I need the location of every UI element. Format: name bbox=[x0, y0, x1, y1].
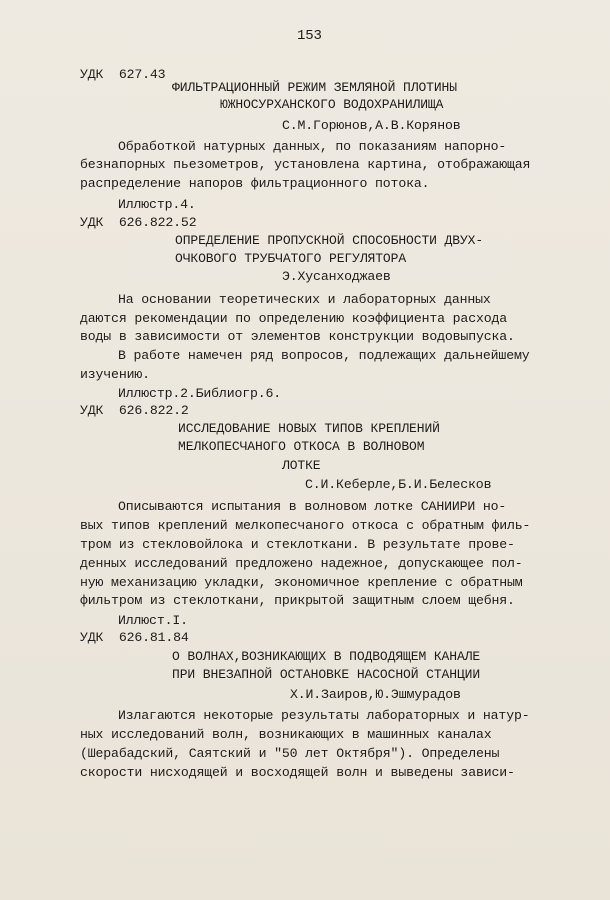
abstract-line: ную механизацию укладки, экономичное крепление с обратным bbox=[80, 575, 523, 590]
abstract-line: Излагаются некоторые результаты лабораторных и натур- bbox=[118, 708, 530, 723]
abstract-line: тром из стекловойлока и стеклоткани. В результате прове- bbox=[80, 537, 515, 552]
udc-code: УДК 627.43 bbox=[80, 67, 166, 82]
article-authors: Х.И.Заиров,Ю.Эшмурадов bbox=[290, 687, 461, 702]
article-authors: Э.Хусанходжаев bbox=[282, 269, 391, 284]
article-title-line: ЛОТКЕ bbox=[282, 458, 321, 473]
article-authors: С.М.Горюнов,А.В.Корянов bbox=[282, 118, 461, 133]
article-references: Иллюстр.2.Библиогр.6. bbox=[118, 386, 282, 401]
abstract-line: денных исследований предложено надежное, допускающее пол- bbox=[80, 556, 523, 571]
abstract-line: Описываются испытания в волновом лотке САНИИРИ но- bbox=[118, 499, 507, 514]
article-title-line: ЮЖНОСУРХАНСКОГО ВОДОХРАНИЛИЩА bbox=[220, 97, 444, 112]
article-title-line: ОПРЕДЕЛЕНИЕ ПРОПУСКНОЙ СПОСОБНОСТИ ДВУХ- bbox=[175, 233, 484, 248]
article-title-line: ИССЛЕДОВАНИЕ НОВЫХ ТИПОВ КРЕПЛЕНИЙ bbox=[178, 421, 440, 436]
abstract-line: скорости нисходящей и восходящей волн и выведены зависи- bbox=[80, 765, 515, 780]
udc-code: УДК 626.822.52 bbox=[80, 215, 197, 230]
abstract-line: вых типов креплений мелкопесчаного откоса с обратным филь- bbox=[80, 518, 531, 533]
abstract-line: В работе намечен ряд вопросов, подлежащих дальнейшему bbox=[118, 348, 530, 363]
article-title-line: ПРИ ВНЕЗАПНОЙ ОСТАНОВКЕ НАСОСНОЙ СТАНЦИИ bbox=[172, 667, 481, 682]
article-references: Иллюстр.4. bbox=[118, 197, 196, 212]
abstract-line: ных исследований волн, возникающих в машинных каналах bbox=[80, 727, 492, 742]
page-number: 153 bbox=[297, 28, 322, 44]
abstract-line: безнапорных пьезометров, установлена картина, отображающая bbox=[80, 157, 531, 172]
article-authors: С.И.Кеберле,Б.И.Белесков bbox=[305, 477, 492, 492]
article-title-line: МЕЛКОПЕСЧАНОГО ОТКОСА В ВОЛНОВОМ bbox=[178, 439, 425, 454]
article-title-line: О ВОЛНАХ,ВОЗНИКАЮЩИХ В ПОДВОДЯЩЕМ КАНАЛЕ bbox=[172, 649, 481, 664]
abstract-line: На основании теоретических и лабораторных данных bbox=[118, 292, 491, 307]
abstract-line: даются рекомендации по определению коэффициента расхода bbox=[80, 311, 508, 326]
abstract-line: (Шерабадский, Саятский и "50 лет Октября"). Определены bbox=[80, 746, 500, 761]
abstract-line: изучению. bbox=[80, 367, 150, 382]
article-references: Иллюст.I. bbox=[118, 613, 188, 628]
udc-code: УДК 626.822.2 bbox=[80, 403, 189, 418]
article-title-line: ОЧКОВОГО ТРУБЧАТОГО РЕГУЛЯТОРА bbox=[175, 251, 407, 266]
abstract-line: распределение напоров фильтрационного потока. bbox=[80, 176, 430, 191]
abstract-line: Обработкой натурных данных, по показаниям напорно- bbox=[118, 139, 507, 154]
abstract-line: воды в зависимости от элементов конструкции водовыпуска. bbox=[80, 329, 515, 344]
abstract-line: фильтром из стеклоткани, прикрытой защитным слоем щебня. bbox=[80, 593, 515, 608]
article-title-line: ФИЛЬТРАЦИОННЫЙ РЕЖИМ ЗЕМЛЯНОЙ ПЛОТИНЫ bbox=[172, 80, 457, 95]
udc-code: УДК 626.81.84 bbox=[80, 630, 189, 645]
